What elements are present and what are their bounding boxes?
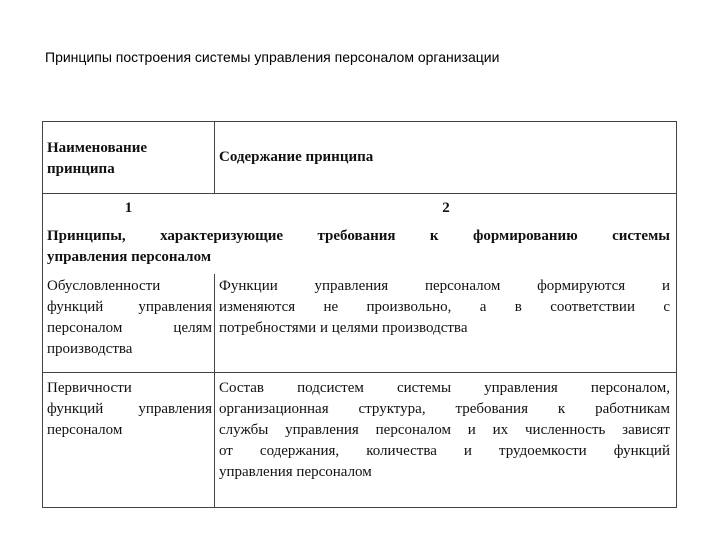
column-divider	[214, 274, 215, 507]
row1-principle-content: Функции управления персоналом формируются и изменяются не произвольно, а в соответствии с потребностями и целями производства	[219, 278, 670, 336]
row-divider	[43, 193, 676, 194]
page-title: Принципы построения системы управления персоналом организации	[45, 49, 500, 65]
row2-principle-name: Первичности функций управления персоналом	[47, 380, 212, 438]
column-divider	[214, 122, 215, 193]
header-principle-name: Наименование принципа	[47, 140, 147, 177]
row2-principle-content: Состав подсистем системы управления персоналом, организационная структура, требования к работникам службы управления персоналом и их численность зависят от содержания, количества и трудоемкости функций управления персоналом	[219, 380, 670, 480]
row1-principle-name: Обусловленности функций управления персоналом целям производства	[47, 278, 212, 357]
column-number-2: 2	[442, 200, 450, 216]
principles-table	[42, 121, 677, 508]
column-number-1: 1	[124, 200, 133, 216]
row-divider	[43, 372, 676, 373]
header-principle-content: Содержание принципа	[219, 149, 374, 165]
section-heading: Принципы, характеризующие требования к формированию системы управления персоналом	[47, 228, 670, 265]
